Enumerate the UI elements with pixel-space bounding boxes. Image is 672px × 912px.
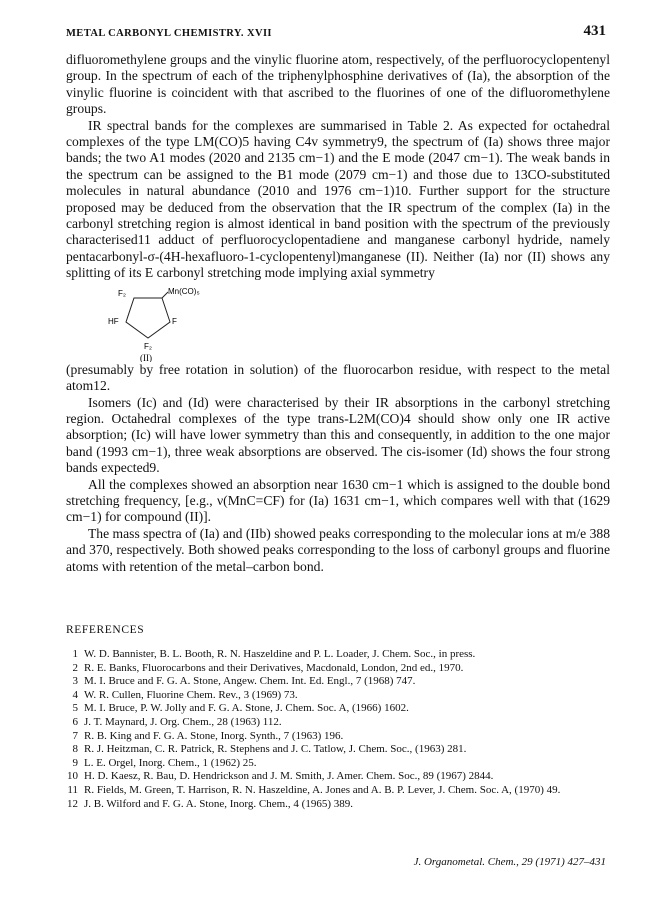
reference-text: M. I. Bruce, P. W. Jolly and F. G. A. Stone, J. Chem. Soc. A, (1966) 1602.	[84, 702, 409, 715]
reference-number: 7	[72, 729, 78, 742]
reference-item	[66, 675, 610, 689]
paragraph-2: IR spectral bands for the complexes are summarised in Table 2. As expected for octahedral complexes of the type LM(CO)5 having C4v symmetry9, the spectrum of (Ia) shows three major bands; the two A1 modes (2020 and 2135 cm−1) and the E mode (2047 cm−1). The weak bands in the spectrum can be assigned to the B1 mode (2079 cm−1) and those due to 13CO-substituted molecules in natural abundance (2010 and 1976 cm−1)10. Further support for the structure proposed may be deduced from the observation that the IR spectrum of the complex (Ia) in the carbonyl stretching region is almost identical in band position with the spectrum of the previously characterised11 adduct of perfluorocyclopentadiene and manganese carbonyl hydride, namely pentacarbonyl-σ-(4H-hexafluoro-1-cyclopentenyl)manganese (II). Neither (Ia) nor (II) shows any splitting of its E carbonyl stretching mode implying axial symmetry	[66, 117, 610, 281]
reference-item	[66, 770, 610, 784]
reference-number: 5	[72, 702, 78, 715]
f2-bottom-label: F₂	[144, 341, 152, 351]
paragraph-3: (presumably by free rotation in solution) of the fluorocarbon residue, with respect to the metal atom12.	[66, 361, 610, 394]
page-header	[66, 18, 606, 38]
hf-label: HF	[108, 316, 119, 326]
reference-number: 11	[67, 783, 78, 796]
reference-text: J. T. Maynard, J. Org. Chem., 28 (1963) 112.	[84, 715, 282, 728]
reference-text: W. R. Cullen, Fluorine Chem. Rev., 3 (1969) 73.	[84, 688, 298, 701]
reference-text: J. B. Wilford and F. G. A. Stone, Inorg. Chem., 4 (1965) 389.	[84, 797, 353, 810]
f-label: F	[172, 316, 177, 326]
reference-number: 2	[72, 661, 78, 674]
cyclopentenyl-ring-diagram	[106, 284, 246, 362]
reference-item	[66, 784, 610, 798]
f2-top-label: F₂	[118, 288, 126, 298]
reference-item	[66, 716, 610, 730]
reference-item	[66, 730, 610, 744]
reference-item	[66, 798, 610, 812]
mn-co5-label: Mn(CO)₅	[168, 286, 200, 296]
reference-text: L. E. Orgel, Inorg. Chem., 1 (1962) 25.	[84, 756, 257, 769]
reference-number: 9	[72, 756, 78, 769]
reference-text: R. Fields, M. Green, T. Harrison, R. N. Haszeldine, A. Jones and A. B. P. Lever, J. Chem. Soc. A, (1970) 49.	[84, 783, 561, 796]
reference-item	[66, 689, 610, 703]
references-list	[66, 648, 610, 811]
reference-text: H. D. Kaesz, R. Bau, D. Hendrickson and J. M. Smith, J. Amer. Chem. Soc., 89 (1967) 2844.	[84, 770, 494, 783]
paragraph-1: difluoromethylene groups and the vinylic fluorine atom, respectively, of the perfluorocyclopentenyl group. In the spectrum of each of the triphenylphosphine derivatives of (Ia), the absorption of the vinylic fluorine is coincident with that ascribed to the fluorines of one of the difluoromethylene groups.	[66, 52, 610, 117]
reference-item	[66, 662, 610, 676]
reference-item	[66, 648, 610, 662]
reference-number: 1	[72, 648, 78, 660]
running-head: METAL CARBONYL CHEMISTRY. XVII	[66, 28, 272, 39]
paragraph-5: All the complexes showed an absorption near 1630 cm−1 which is assigned to the double bond stretching frequency, [e.g., ν(MnC=CF) for (Ia) 1631 cm−1, which compares well with that (1629 cm−1) for compound (II)].	[66, 476, 610, 525]
reference-number: 3	[72, 675, 78, 688]
page-number: 431	[583, 23, 606, 39]
reference-text: W. D. Bannister, B. L. Booth, R. N. Haszeldine and P. L. Loader, J. Chem. Soc., in press.	[84, 648, 476, 660]
paragraph-6: The mass spectra of (Ia) and (IIb) showed peaks corresponding to the molecular ions at m/e 388 and 370, respectively. Both showed peaks corresponding to the loss of carbonyl groups and fluorine atoms with retention of the metal–carbon bond.	[66, 525, 610, 574]
reference-text: M. I. Bruce and F. G. A. Stone, Angew. Chem. Int. Ed. Engl., 7 (1968) 747.	[84, 675, 416, 688]
reference-text: R. E. Banks, Fluorocarbons and their Derivatives, Macdonald, London, 2nd ed., 1970.	[84, 661, 464, 674]
reference-number: 6	[72, 715, 78, 728]
reference-item	[66, 743, 610, 757]
paragraph-4: Isomers (Ic) and (Id) were characterised by their IR absorptions in the carbonyl stretching region. Octahedral complexes of the type trans-L2M(CO)4 should show only one IR active absorption; (Ic) will have lower symmetry than this and consequently, in addition to the one major band (1993 cm−1), three weak absorptions are observed. The cis-isomer (Id) shows the four strong bands expected9.	[66, 394, 610, 476]
compound-label: (II)	[140, 352, 152, 362]
body-text	[66, 52, 610, 575]
reference-item	[66, 757, 610, 771]
reference-text: R. J. Heitzman, C. R. Patrick, R. Stephens and J. C. Tatlow, J. Chem. Soc., (1963) 281.	[84, 743, 467, 756]
reference-text: R. B. King and F. G. A. Stone, Inorg. Synth., 7 (1963) 196.	[84, 729, 344, 742]
journal-citation-footer: J. Organometal. Chem., 29 (1971) 427–431	[413, 856, 606, 868]
reference-number: 8	[72, 743, 78, 756]
reference-item	[66, 702, 610, 716]
reference-number: 4	[72, 688, 78, 701]
chemical-structure-II	[66, 284, 610, 362]
reference-number: 10	[67, 770, 78, 783]
references-heading: REFERENCES	[66, 624, 145, 636]
reference-number: 12	[67, 797, 78, 810]
